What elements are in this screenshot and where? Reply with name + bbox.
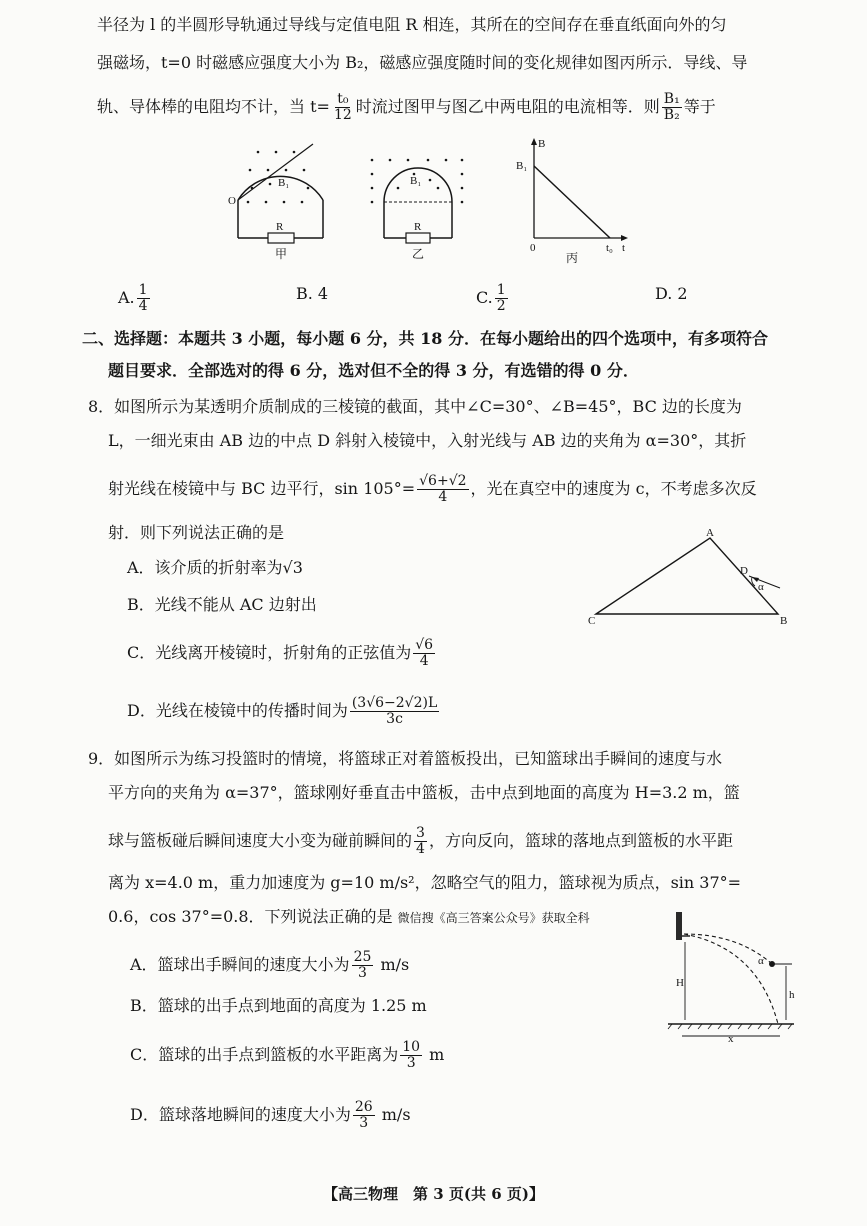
q7-option-d: D. 2 bbox=[655, 284, 688, 303]
section2-line-1: 二、选择题：本题共 3 小题，每小题 6 分，共 18 分．在每小题给出的四个选项中，有多项符合 bbox=[82, 329, 768, 348]
q8-option-d: D．光线在棱镜中的传播时间为 $\frac{(3√6-2√2)L}{3c}$ bbox=[127, 695, 438, 727]
intro-line-1: 半径为 l 的半圆形导轨通过导线与定值电阻 R 相连，其所在的空间存在垂直纸面向外的匀 bbox=[97, 15, 727, 34]
label-r-jia: R bbox=[276, 221, 284, 233]
point-d: D bbox=[740, 565, 748, 577]
angle-alpha-q8: α bbox=[758, 581, 764, 593]
q8-option-a: A．该介质的折射率为√3 bbox=[127, 558, 303, 577]
intro-line-2: 强磁场，t=0 时磁感应强度大小为 B₂，磁感应强度随时间的变化规律如图丙所示．导线、导 bbox=[97, 53, 748, 72]
figure-bing bbox=[512, 138, 632, 263]
vertex-c: C bbox=[588, 615, 596, 627]
q8-line-1: 8．如图所示为某透明介质制成的三棱镜的截面，其中∠C=30°、∠B=45°，BC 边的长度为 bbox=[88, 397, 742, 416]
label-big-h: H bbox=[676, 977, 684, 989]
q7-option-b: B. 4 bbox=[296, 284, 329, 303]
label-o: O bbox=[228, 195, 236, 207]
q9-line-1: 9．如图所示为练习投篮时的情境，将篮球正对着篮板投出，已知篮球出手瞬间的速度与水 bbox=[88, 749, 723, 768]
q9-option-a: A．篮球出手瞬间的速度大小为 $\frac{25}{3}$ m/s bbox=[130, 949, 410, 981]
section2-line-2: 题目要求．全部选对的得 6 分，选对但不全的得 3 分，有选错的得 0 分． bbox=[108, 361, 639, 380]
figure-prism bbox=[584, 528, 794, 628]
q9-line-4: 离为 x=4.0 m，重力加速度为 g=10 m/s²，忽略空气的阻力，篮球视为质点，sin 37°= bbox=[108, 873, 742, 892]
label-b1-yi: B₁ bbox=[410, 175, 422, 187]
label-x: x bbox=[728, 1033, 734, 1045]
q8-option-b: B．光线不能从 AC 边射出 bbox=[127, 595, 317, 614]
q9-line-2: 平方向的夹角为 α=37°，篮球刚好垂直击中篮板，击中点到地面的高度为 H=3.2 m，篮 bbox=[108, 783, 740, 802]
intro-line-3: 轨、导体棒的电阻均不计，当 t= $\frac{\text{t₀}}{12}$ 时流过图甲与图乙中两电阻的电流相等．则 $\frac{\text{B₁}}{\text{B₂}}$ 等于 bbox=[97, 91, 716, 123]
figure-jia bbox=[228, 140, 338, 260]
label-r-yi: R bbox=[414, 221, 422, 233]
label-b1-jia: B₁ bbox=[278, 177, 290, 189]
bing-origin: 0 bbox=[530, 242, 536, 254]
q9-option-d: D．篮球落地瞬间的速度大小为 $\frac{26}{3}$ m/s bbox=[130, 1099, 411, 1131]
q7-option-a: A. $\frac{1}{4}$ bbox=[118, 282, 148, 314]
q8-line-4: 射．则下列说法正确的是 bbox=[108, 523, 285, 542]
bing-y-axis-label: B bbox=[538, 138, 546, 150]
figure-jia-caption: 甲 bbox=[275, 247, 288, 261]
bing-x-tick: t₀ bbox=[606, 242, 613, 254]
q9-option-b: B．篮球的出手点到地面的高度为 1.25 m bbox=[130, 996, 427, 1015]
q7-option-c: C. $\frac{1}{2}$ bbox=[476, 282, 506, 314]
bing-y-tick: B₁ bbox=[516, 160, 528, 172]
figure-yi bbox=[368, 152, 468, 260]
q9-line-5: 0.6，cos 37°=0.8．下列说法正确的是 微信搜《高三答案公众号》获取全科 bbox=[108, 907, 590, 926]
figure-yi-caption: 乙 bbox=[412, 247, 425, 261]
q9-option-c: C．篮球的出手点到篮板的水平距离为 $\frac{10}{3}$ m bbox=[130, 1039, 445, 1071]
q8-line-3: 射光线在棱镜中与 BC 边平行，sin 105°= $\frac{√6+√2}{4}$ ，光在真空中的速度为 c，不考虑多次反 bbox=[108, 473, 757, 505]
wechat-note: 微信搜《高三答案公众号》获取全科 bbox=[397, 911, 590, 925]
vertex-b: B bbox=[780, 615, 788, 627]
page-footer: 【高三物理 第 3 页(共 6 页)】 bbox=[323, 1185, 544, 1203]
vertex-a: A bbox=[706, 527, 714, 539]
figure-bing-caption: 丙 bbox=[566, 251, 579, 265]
angle-alpha-q9: α bbox=[758, 955, 764, 967]
fraction-t0-12: $\frac{\text{t₀}}{12}$ bbox=[333, 91, 352, 123]
q8-option-c: C．光线离开棱镜时，折射角的正弦值为 $\frac{√6}{4}$ bbox=[127, 637, 434, 669]
q9-line-3: 球与篮板碰后瞬间速度大小变为碰前瞬间的 $\frac{3}{4}$ ，方向反向，篮球的落地点到篮板的水平距 bbox=[108, 825, 733, 857]
fraction-b1-b2: $\frac{\text{B₁}}{\text{B₂}}$ bbox=[663, 91, 680, 123]
figure-basketball bbox=[668, 908, 808, 1046]
bing-x-axis-label: t bbox=[622, 242, 626, 254]
q8-line-2: L，一细光束由 AB 边的中点 D 斜射入棱镜中，入射光线与 AB 边的夹角为 α=30°，其折 bbox=[108, 431, 747, 450]
label-small-h: h bbox=[789, 989, 795, 1001]
